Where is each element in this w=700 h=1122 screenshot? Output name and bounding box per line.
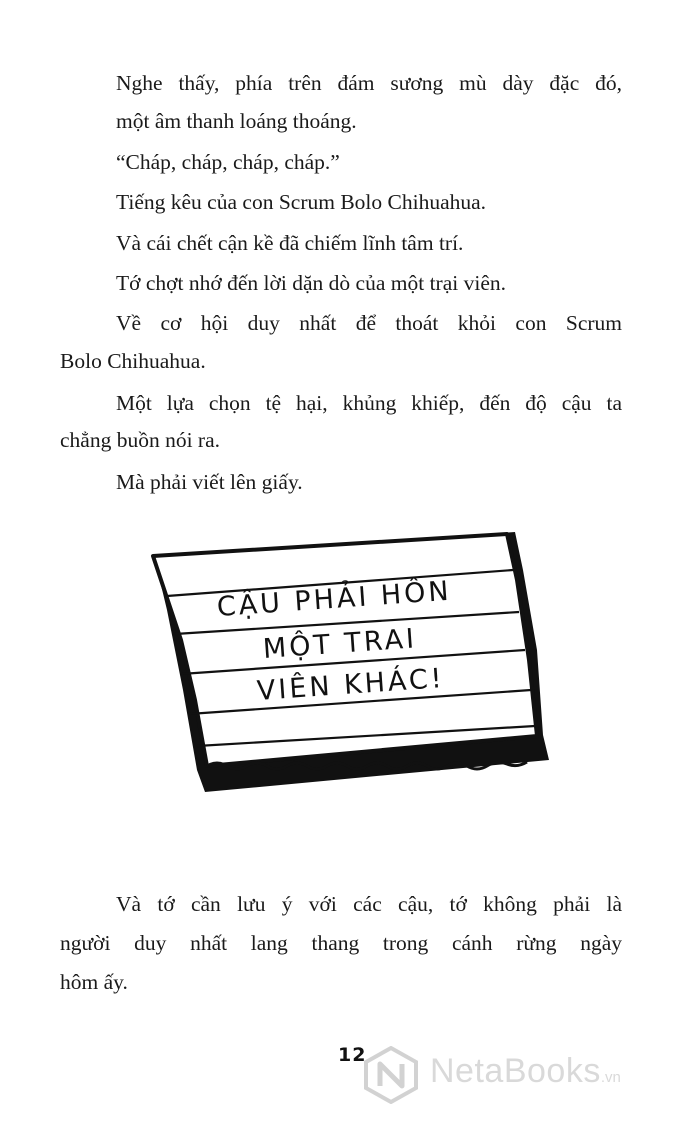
paragraph-line: Bolo Chihuahua. xyxy=(60,349,206,373)
paragraph-line: chẳng buồn nói ra. xyxy=(60,428,221,452)
paragraph-line: Nghe thấy, phía trên đám sương mù dày đặc đó, xyxy=(116,71,622,95)
netabooks-logo-icon xyxy=(362,1046,420,1104)
page-number: 12 xyxy=(338,1044,367,1066)
paragraph-line: “Cháp, cháp, cháp, cháp.” xyxy=(116,150,340,174)
note-card-illustration xyxy=(145,530,565,795)
paragraph-line: Mà phải viết lên giấy. xyxy=(116,470,303,494)
watermark-suffix: .vn xyxy=(600,1069,621,1086)
paragraph-line: Một lựa chọn tệ hại, khủng khiếp, đến độ cậu ta xyxy=(116,391,622,415)
note-card-line: CẬU PHẢI HÔN xyxy=(215,575,453,623)
note-card-line: MỘT TRAI xyxy=(261,623,418,665)
paragraph-line: một âm thanh loáng thoáng. xyxy=(116,109,357,133)
paragraph-line: Về cơ hội duy nhất để thoát khỏi con Scrum xyxy=(116,311,622,335)
watermark xyxy=(362,1046,692,1104)
paragraph-line: Và tớ cần lưu ý với các cậu, tớ không phải là xyxy=(116,892,622,916)
paragraph-line: Tớ chợt nhớ đến lời dặn dò của một trại viên. xyxy=(116,271,506,295)
paragraph-line: Tiếng kêu của con Scrum Bolo Chihuahua. xyxy=(116,190,487,214)
paragraph-line: người duy nhất lang thang trong cánh rừng ngày xyxy=(60,931,622,955)
note-card-drawing xyxy=(145,530,565,795)
watermark-brand xyxy=(430,1052,621,1091)
watermark-brand-name: NetaBooks xyxy=(430,1052,601,1090)
paragraph-line: hôm ấy. xyxy=(60,970,128,994)
paragraph-line: Và cái chết cận kề đã chiếm lĩnh tâm trí. xyxy=(116,231,464,255)
note-card-line: VIÊN KHÁC! xyxy=(255,662,446,707)
